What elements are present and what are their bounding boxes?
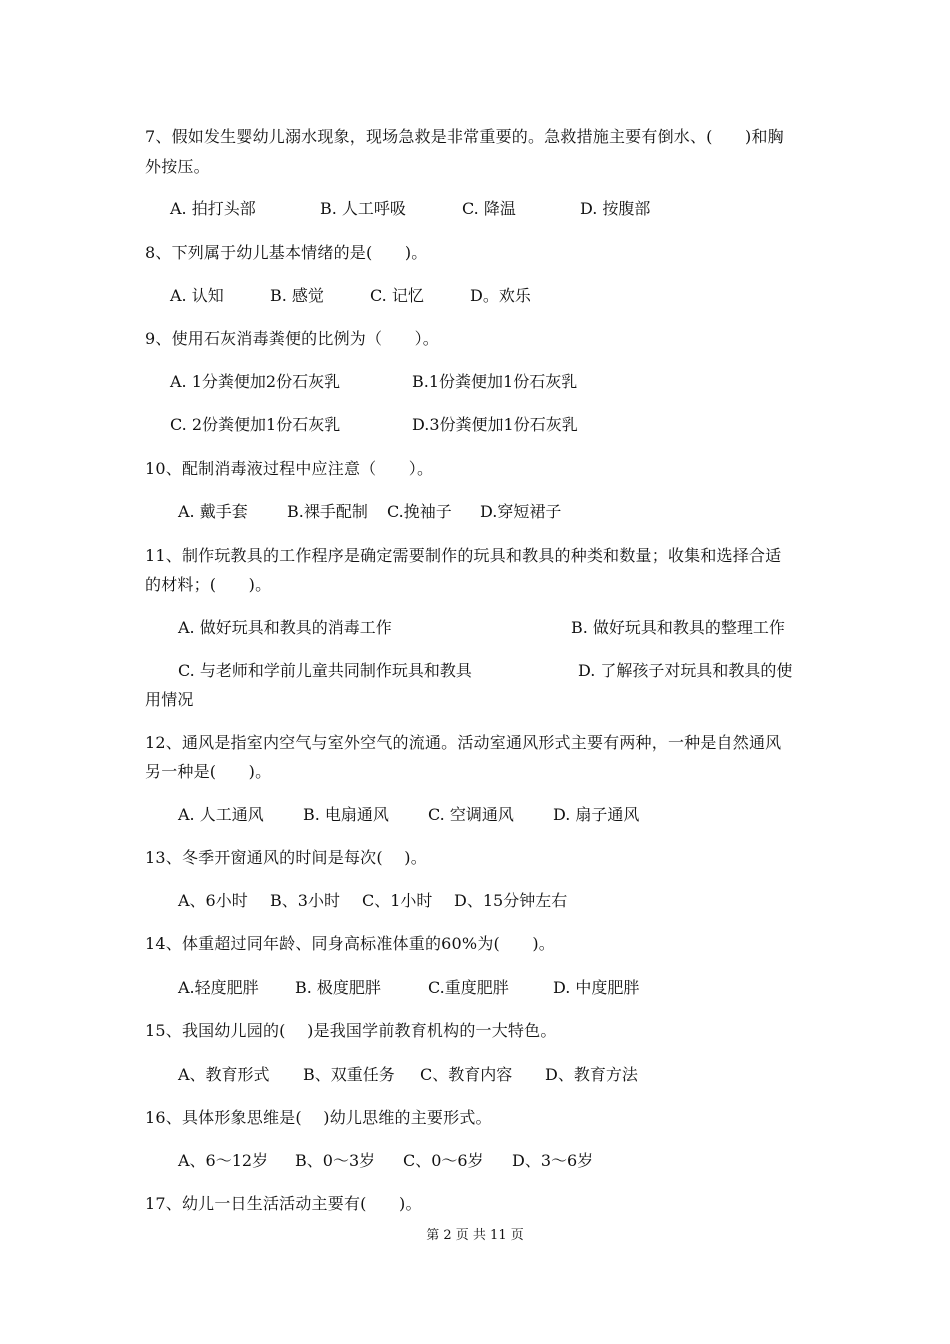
question-16-option-d: D、3～6岁 xyxy=(512,1151,594,1170)
question-11-line-1: 11、制作玩教具的工作程序是确定需要制作的玩具和教具的种类和数量；收集和选择合适 xyxy=(145,546,782,565)
question-10-option-b: B.裸手配制 xyxy=(287,502,368,521)
question-13-option-a: A、6小时 xyxy=(178,891,248,910)
question-11-option-a: A. 做好玩具和教具的消毒工作 xyxy=(178,618,392,637)
question-17-line-1: 17、幼儿一日生活活动主要有( )。 xyxy=(145,1194,422,1213)
question-14-option-d: D. 中度肥胖 xyxy=(553,978,640,997)
question-8-option-c: C. 记忆 xyxy=(370,286,424,305)
page-footer: 第 2 页 共 11 页 xyxy=(426,1228,524,1243)
question-12-line-2: 另一种是( )。 xyxy=(145,762,272,781)
question-15-option-b: B、双重任务 xyxy=(303,1065,395,1084)
question-10-option-a: A. 戴手套 xyxy=(178,502,248,521)
question-16-option-c: C、0～6岁 xyxy=(403,1151,484,1170)
question-9-option-c: C. 2份粪便加1份石灰乳 xyxy=(170,415,341,434)
question-14-line-1: 14、体重超过同年龄、同身高标准体重的60%为( )。 xyxy=(145,934,556,953)
question-11-option-c: C. 与老师和学前儿童共同制作玩具和教具 xyxy=(178,661,472,680)
question-13-option-b: B、3小时 xyxy=(270,891,340,910)
question-7-line-1: 7、假如发生婴幼儿溺水现象，现场急救是非常重要的。急救措施主要有倒水、( )和胸 xyxy=(145,127,784,146)
question-9-option-b: B.1份粪便加1份石灰乳 xyxy=(412,372,578,391)
question-12-option-b: B. 电扇通风 xyxy=(303,805,389,824)
question-14-option-c: C.重度肥胖 xyxy=(428,978,509,997)
question-10-option-c: C.挽袖子 xyxy=(387,502,452,521)
question-15-option-c: C、教育内容 xyxy=(420,1065,513,1084)
question-12-option-d: D. 扇子通风 xyxy=(553,805,640,824)
question-16-option-a: A、6～12岁 xyxy=(178,1151,269,1170)
question-8-option-a: A. 认知 xyxy=(170,286,224,305)
question-11-option-b: B. 做好玩具和教具的整理工作 xyxy=(571,618,785,637)
question-8-option-d: D。欢乐 xyxy=(470,286,531,305)
question-16-line-1: 16、具体形象思维是( )幼儿思维的主要形式。 xyxy=(145,1108,492,1127)
question-10-line-1: 10、配制消毒液过程中应注意（ ）。 xyxy=(145,459,434,478)
question-12-option-c: C. 空调通风 xyxy=(428,805,514,824)
question-13-option-d: D、15分钟左右 xyxy=(454,891,568,910)
question-14-option-b: B. 极度肥胖 xyxy=(295,978,381,997)
question-12-line-1: 12、通风是指室内空气与室外空气的流通。活动室通风形式主要有两种，一种是自然通风 xyxy=(145,733,782,752)
question-11-option-d: D. 了解孩子对玩具和教具的使 xyxy=(578,661,793,680)
question-15-line-1: 15、我国幼儿园的( )是我国学前教育机构的一大特色。 xyxy=(145,1021,557,1040)
question-13-option-c: C、1小时 xyxy=(362,891,433,910)
question-9-option-a: A. 1分粪便加2份石灰乳 xyxy=(170,372,341,391)
question-15-option-a: A、教育形式 xyxy=(178,1065,270,1084)
question-7-option-d: D. 按腹部 xyxy=(580,199,651,218)
question-9-option-d: D.3份粪便加1份石灰乳 xyxy=(412,415,578,434)
question-11-line-2: 的材料；( )。 xyxy=(145,575,272,594)
question-7-option-a: A. 拍打头部 xyxy=(170,199,256,218)
question-8-option-b: B. 感觉 xyxy=(270,286,324,305)
question-14-option-a: A.轻度肥胖 xyxy=(178,978,259,997)
question-7-option-c: C. 降温 xyxy=(462,199,516,218)
question-16-option-b: B、0～3岁 xyxy=(295,1151,376,1170)
question-7-line-2: 外按压。 xyxy=(145,157,210,176)
question-15-option-d: D、教育方法 xyxy=(545,1065,638,1084)
question-13-line-1: 13、冬季开窗通风的时间是每次( )。 xyxy=(145,848,427,867)
question-10-option-d: D.穿短裙子 xyxy=(480,502,562,521)
question-12-option-a: A. 人工通风 xyxy=(178,805,264,824)
question-11-option-d-continued: 用情况 xyxy=(145,690,194,709)
question-8-line-1: 8、下列属于幼儿基本情绪的是( )。 xyxy=(145,243,428,262)
question-9-line-1: 9、使用石灰消毒粪便的比例为（ ）。 xyxy=(145,329,439,348)
question-7-option-b: B. 人工呼吸 xyxy=(320,199,406,218)
